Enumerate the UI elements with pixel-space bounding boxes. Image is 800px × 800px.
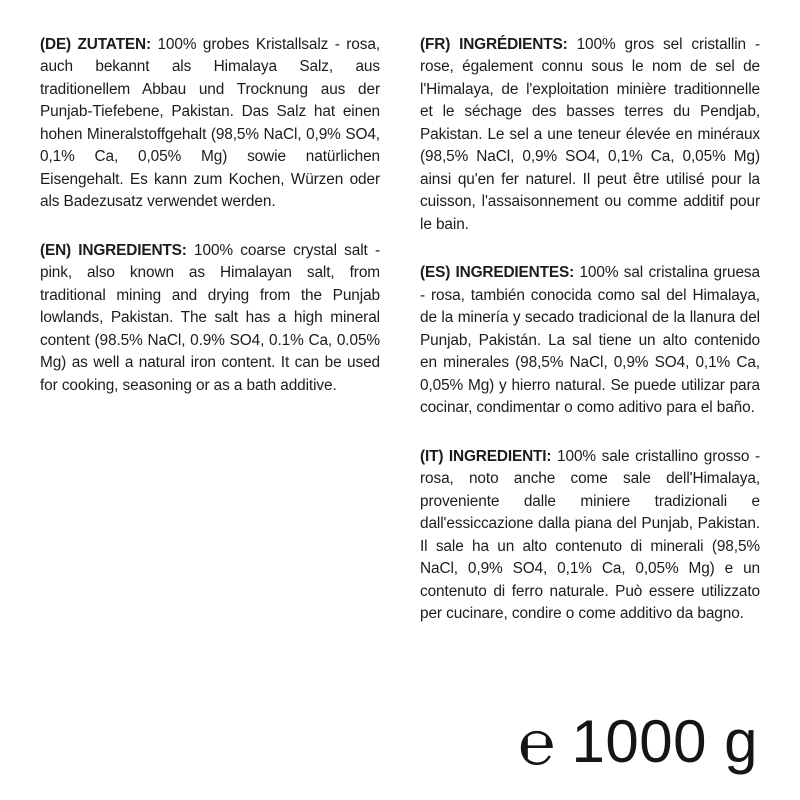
ingredients-heading-fr: (FR) INGRÉDIENTS: [420,36,568,53]
ingredients-block-fr [420,34,760,236]
ingredients-heading-es: (ES) INGREDIENTES: [420,264,575,282]
ingredients-body-it: 100% sale cristallino grosso - rosa, noto anche come sale dell'Himalaya, proveniente dalle miniere tradizionali e dall'essiccazione dalla piana del Punjab, Pakistan. Il sale ha un alto contenuto di minerali (98,5% NaCl, 0,9% SO4, 0,1% Ca, 0,05% Mg) e un contenuto di ferro naturale. Può essere utilizzato per cucinare, condire o come additivo da bagno. [420,447,760,623]
ingredients-block-es [420,262,760,419]
ingredients-heading-en: (EN) INGREDIENTS: [40,241,187,259]
label-columns [40,34,760,626]
ingredients-heading-it: (IT) INGREDIENTI: [420,447,552,465]
ingredients-heading-de: (DE) ZUTATEN: [40,36,151,53]
ingredients-block-de [40,34,380,214]
ingredients-body-es: 100% sal cristalina gruesa - rosa, también conocida como sal del Himalaya, de la minería y secado tradicional de la llanura del Punjab, Pakistán. La sal tiene un alto contenido en minerales (98,5% NaCl, 0,9% SO4, 0,1% Ca, 0,05% Mg) y hierro natural. Se puede utilizar para cocinar, condimentar o como aditivo para el baño. [420,264,760,417]
ingredients-body-fr: 100% gros sel cristallin - rose, également connu sous le nom de sel de l'Himalaya, de l'exploitation minière traditionnelle et le séchage des basses terres du Pendjab, Pakistan. Le sel a une teneur élevée en minéraux (98,5% NaCl, 0,9% SO4, 0,1% Ca, 0,05% Mg) ainsi qu'en fer naturel. Il peut être utilisé pour la cuisson, l'assaisonnement ou comme additif pour le bain. [420,36,760,233]
net-weight-mark [518,706,758,779]
ingredients-body-en: 100% coarse crystal salt - pink, also known as Himalayan salt, from traditional mining and drying from the Punjab lowlands, Pakistan. The salt has a high mineral content (98.5% NaCl, 0.9% SO4, 0.1% Ca, 0.05% Mg) as well a natural iron content. It can be used for cooking, seasoning or as a bath additive. [40,241,381,394]
net-weight-value: 1000 g [571,708,758,775]
ingredients-block-en [40,240,380,397]
right-language-column [420,34,760,626]
left-language-column [40,34,380,397]
estimated-sign-icon: ℮ [518,706,556,779]
ingredients-block-it [420,446,760,626]
ingredients-body-de: 100% grobes Kristallsalz - rosa, auch bekannt als Himalaya Salz, aus traditionellem Abbau und Trocknung aus der Punjab-Tiefebene, Pakistan. Das Salz hat einen hohen Mineralstoffgehalt (98,5% NaCl, 0,9% SO4, 0,1% Ca, 0,05% Mg) sowie natürlichen Eisengehalt. Es kann zum Kochen, Würzen oder als Badezusatz verwendet werden. [40,36,380,211]
